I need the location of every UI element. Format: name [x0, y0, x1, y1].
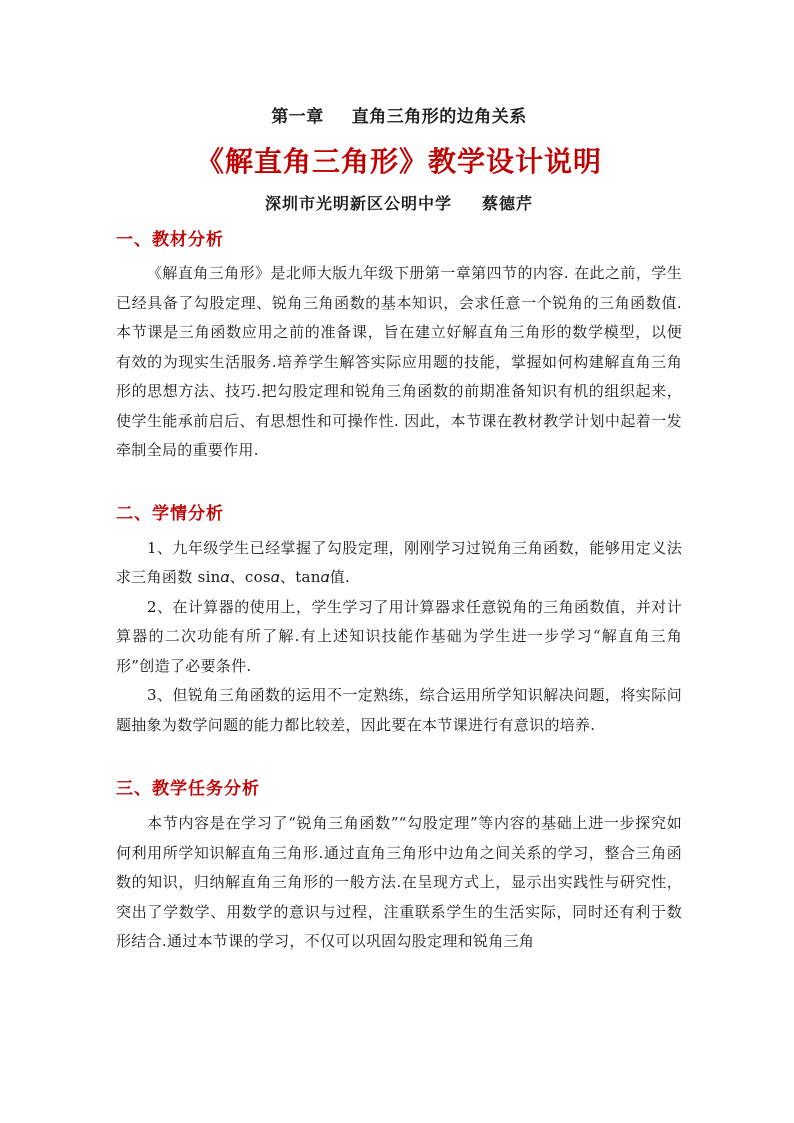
document-title: 《解直角三角形》教学设计说明 [195, 145, 602, 178]
section-heading-student-analysis: 二、学情分析 [116, 503, 224, 524]
list-item: 3、但锐角三角函数的运用不一定熟练，综合运用所学知识解决问题，将实际问题抽象为数学问题的能力都比较差，因此要在本节课进行有意识的培养. [116, 686, 682, 734]
author-line [116, 192, 682, 216]
chapter-heading [116, 104, 682, 130]
section-heading-textbook-analysis: 一、教材分析 [116, 230, 224, 250]
list-item: 1、九年级学生已经掌握了勾股定理，刚刚学习过锐角三角函数，能够用定义法求三角函数 sin𝛼、cos𝛼、tan𝛼值. [116, 538, 682, 586]
list-item: 2、在计算器的使用上，学生学习了用计算器求任意锐角的三角函数值，并对计算器的二次功能有所了解.有上述知识技能作基础为学生进一步学习“解直角三角形”创造了必要条件. [116, 597, 682, 675]
author-name: 蔡德芹 [482, 194, 534, 213]
section-heading-teaching-task-analysis: 三、教学任务分析 [116, 779, 260, 799]
paragraph: 本节内容是在学习了“锐角三角函数”“勾股定理”等内容的基础上进一步探究如何利用所学知识解直角三角形.通过直角三角形中边角之间关系的学习，整合三角函数的知识，归纳解直角三角形的一般方法.在呈现方式上，显示出实践性与研究性，突出了学数学、用数学的意识与过程，注重联系学生的生活实际，同时还有利于数形结合.通过本节课的学习，不仅可以巩固勾股定理和锐角三角 [116, 814, 682, 950]
chapter-label: 第一章 [271, 107, 324, 127]
chapter-title: 直角三角形的边角关系 [351, 107, 527, 127]
paragraph: 《解直角三角形》是北师大版九年级下册第一章第四节的内容. 在此之前，学生已经具备了勾股定理、锐角三角函数的基本知识，会求任意一个锐角的三角函数值. 本节课是三角函数应用之前的准备课，旨在建立好解直角三角形的数学模型，以便有效的为现实生活服务.培养学生解答实际应用题的技能，掌握如何构建解直角三角形的思想方法、技巧.把勾股定理和锐角三角函数的前期准备知识有机的组织起来，使学生能承前启后、有思想性和可操作性. 因此，本节课在教材教学计划中起着一发牵制全局的重要作用. [116, 264, 682, 459]
student-analysis-list [116, 534, 682, 741]
school-name: 深圳市光明新区公明中学 [264, 194, 452, 213]
